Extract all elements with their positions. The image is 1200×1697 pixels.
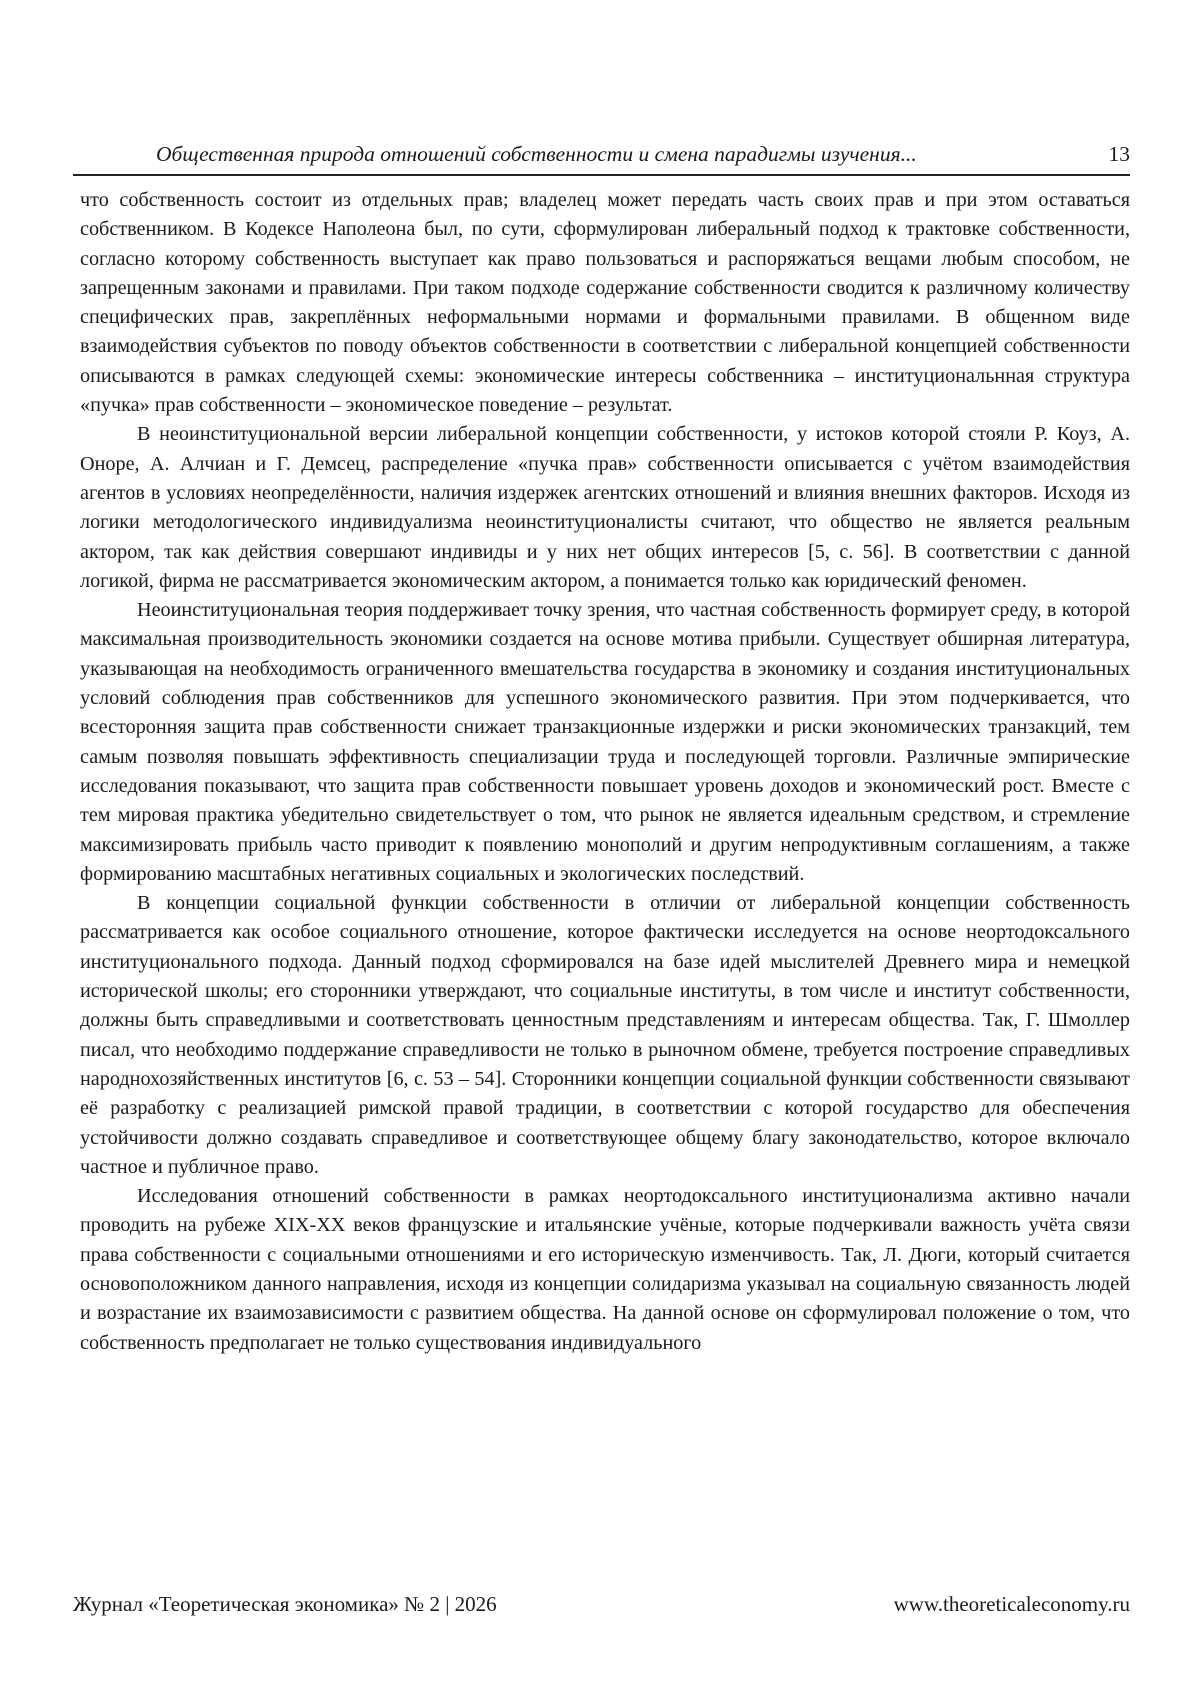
running-title: Общественная природа отношений собственности и смена парадигмы изучения... — [156, 142, 917, 167]
paragraph: Исследования отношений собственности в рамках неортодоксального институционализма активно начали проводить на рубеже XIX-XX веков французские и итальянские учёные, которые подчеркивали важность учёта связи права собственности с социальными отношениями и его историческую изменчивость. Так, Л. Дюги, который считается основоположником данного направления, исходя из концепции солидаризма указывал на социальную связанность людей и возрастание их взаимозависимости с развитием общества. На данной основе он сформулировал положение о том, что собственность предполагает не только существования индивидуального — [80, 1182, 1130, 1358]
article-body — [80, 186, 1130, 1358]
journal-website: www.theoreticaleconomy.ru — [894, 1592, 1130, 1617]
page-footer — [73, 1592, 1130, 1622]
page-number: 13 — [1109, 142, 1131, 167]
paragraph: что собственность состоит из отдельных прав; владелец может передать часть своих прав и при этом оставаться собственником. В Кодексе Наполеона был, по сути, сформулирован либеральный подход к трактовке собственности, согласно которому собственность выступает как право пользоваться и распоряжаться вещами любым способом, не запрещенным законами и правилами. При таком подходе содержание собственности сводится к различному количеству специфических прав, закреплённых неформальными нормами и формальными правилами. В общенном виде взаимодействия субъектов по поводу объектов собственности в соответствии с либеральной концепцией собственности описываются в рамках следующей схемы: экономические интересы собственника – институциональнная структура «пучка» прав собственности – экономическое поведение – результат. — [80, 186, 1130, 420]
paragraph: Неоинституциональная теория поддерживает точку зрения, что частная собственность формирует среду, в которой максимальная производительность экономики создается на основе мотива прибыли. Существует обширная литература, указывающая на необходимость ограниченного вмешательства государства в экономику и создания институциональных условий соблюдения прав собственников для успешного экономического развития. При этом подчеркивается, что всесторонняя защита прав собственности снижает транзакционные издержки и риски экономических транзакций, тем самым позволяя повышать эффективность специализации труда и последующей торговли. Различные эмпирические исследования показывают, что защита прав собственности повышает уровень доходов и экономический рост. Вместе с тем мировая практика убедительно свидетельствует о том, что рынок не является идеальным средством, и стремление максимизировать прибыль часто приводит к появлению монополий и другим непродуктивным соглашениям, а также формированию масштабных негативных социальных и экологических последствий. — [80, 596, 1130, 889]
paragraph: В неоинституциональной версии либеральной концепции собственности, у истоков которой стояли Р. Коуз, А. Оноре, А. Алчиан и Г. Демсец, распределение «пучка прав» собственности описывается с учётом взаимодействия агентов в условиях неопределённости, наличия издержек агентских отношений и влияния внешних факторов. Исходя из логики методологического индивидуализма неоинституционалисты считают, что общество не является реальным актором, так как действия совершают индивиды и у них нет общих интересов [5, с. 56]. В соответствии с данной логикой, фирма не рассматривается экономическим актором, а понимается только как юридический феномен. — [80, 420, 1130, 596]
paragraph: В концепции социальной функции собственности в отличии от либеральной концепции собственность рассматривается как особое социального отношение, которое фактически исследуется на основе неортодоксального институционального подхода. Данный подход сформировался на базе идей мыслителей Древнего мира и немецкой исторической школы; его сторонники утверждают, что социальные институты, в том числе и институт собственности, должны быть справедливыми и соответствовать ценностным представлениям и интересам общества. Так, Г. Шмоллер писал, что необходимо поддержание справедливости не только в рыночном обмене, требуется построение справедливых народнохозяйственных институтов [6, с. 53 – 54]. Сторонники концепции социальной функции собственности связывают её разработку с реализацией римской правой традиции, в соответствии с которой государство для обеспечения устойчивости должно создавать справедливое и соответствующее общему благу законодательство, которое включало частное и публичное право. — [80, 889, 1130, 1182]
running-header — [73, 140, 1130, 176]
journal-citation: Журнал «Теоретическая экономика» № 2 | 2026 — [73, 1592, 497, 1617]
